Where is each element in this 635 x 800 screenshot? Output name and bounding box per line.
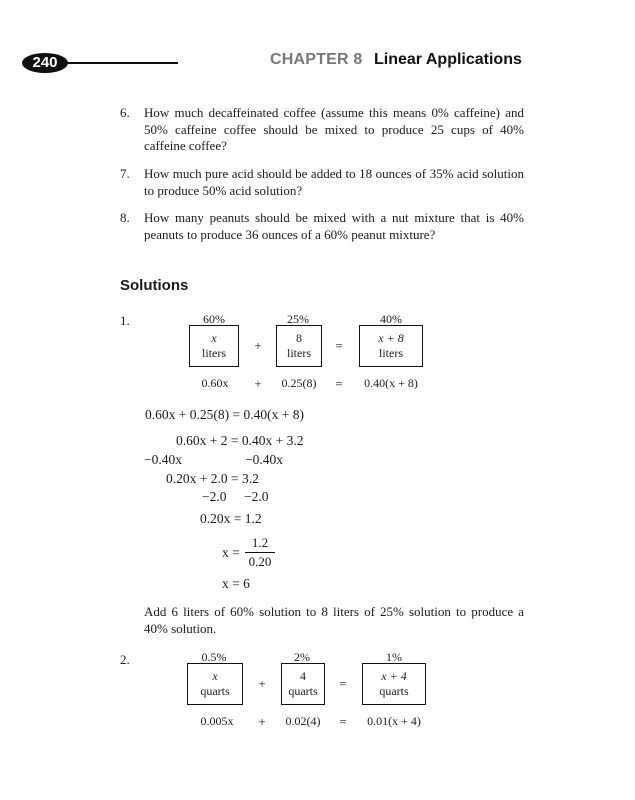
problem-number: 6. [120,105,130,120]
problem-text: How much pure acid should be added to 18 ounces of 35% acid solution to produce 50% acid solution? [144,166,524,198]
mixture-box-3 [362,663,426,705]
equation-step: −0.40x [144,452,182,467]
equation-step: 0.20x + 2.0 = 3.2 [166,471,259,486]
chapter-label: CHAPTER 8 [270,51,363,68]
box-quantity: 8 [296,331,302,345]
equation-step: −2.0 [244,489,269,504]
solutions-heading: Solutions [120,277,189,294]
mixture-box-1 [187,663,243,705]
box-quantity: x + 4 [381,669,407,683]
equation-step: 0.60x + 0.25(8) = 0.40(x + 8) [145,407,304,422]
box-unit: quarts [379,684,409,698]
box-unit: liters [202,346,226,360]
plus-sign: + [254,376,262,391]
mixture-box-3 [359,325,423,367]
equation-step: −2.0 [202,489,227,504]
plus-sign: + [254,338,262,353]
box-quantity: 4 [300,669,306,683]
equation-step: −0.40x [245,452,283,467]
mixture-percent-1: 0.5% [201,650,227,664]
equation-step: x = 6 [222,576,250,591]
fraction-lhs: x = [222,545,240,560]
mixture-box-2 [281,663,325,705]
mixture-percent-1: 60% [203,312,225,326]
mixture-box-2 [276,325,322,367]
equals-sign: = [339,676,347,691]
fraction-denominator: 0.20 [248,554,272,569]
plus-sign: + [258,676,266,691]
solution-number: 2. [120,652,130,667]
problem-text: How many peanuts should be mixed with a nut mixture that is 40% peanuts to produce 36 ounces of a 60% peanut mixture? [144,210,524,242]
box-unit: liters [379,346,403,360]
fraction-numerator: 1.2 [251,535,269,550]
plus-sign: + [258,714,266,729]
mixture-percent-2: 25% [287,312,309,326]
box-unit: liters [287,346,311,360]
equation-step: 0.60x + 2 = 0.40x + 3.2 [176,433,304,448]
equation-step: 0.20x = 1.2 [200,511,262,526]
box-quantity: x + 8 [378,331,404,345]
mixture-percent-2: 2% [294,650,310,664]
problem-number: 8. [120,210,130,225]
term-expression-2: 0.25(8) [281,376,317,390]
problem-text: How much decaffeinated coffee (assume this means 0% caffeine) and 50% caffeine coffee should be mixed to produce 25 cups of 40% caffeine coffee? [144,105,524,153]
term-expression-3: 0.40(x + 8) [364,376,418,390]
box-quantity: x [212,669,218,683]
mixture-percent-3: 40% [380,312,402,326]
mixture-box-1 [189,325,239,367]
equals-sign: = [335,338,343,353]
page-number-badge: 240 [22,53,68,73]
term-expression-2: 0.02(4) [285,714,321,728]
term-expression-1: 0.60x [201,376,229,390]
fraction-bar [245,552,275,553]
solution-number: 1. [120,313,130,328]
box-quantity: x [211,331,217,345]
term-expression-3: 0.01(x + 4) [367,714,421,728]
box-unit: quarts [288,684,318,698]
header-rule [62,62,178,64]
term-expression-1: 0.005x [200,714,234,728]
equals-sign: = [335,376,343,391]
chapter-title: Linear Applications [374,51,522,68]
equals-sign: = [339,714,347,729]
solution-conclusion: Add 6 liters of 60% solution to 8 liters of 25% solution to produce a 40% solution. [144,604,524,636]
mixture-percent-3: 1% [386,650,402,664]
box-unit: quarts [200,684,230,698]
problem-number: 7. [120,166,130,181]
